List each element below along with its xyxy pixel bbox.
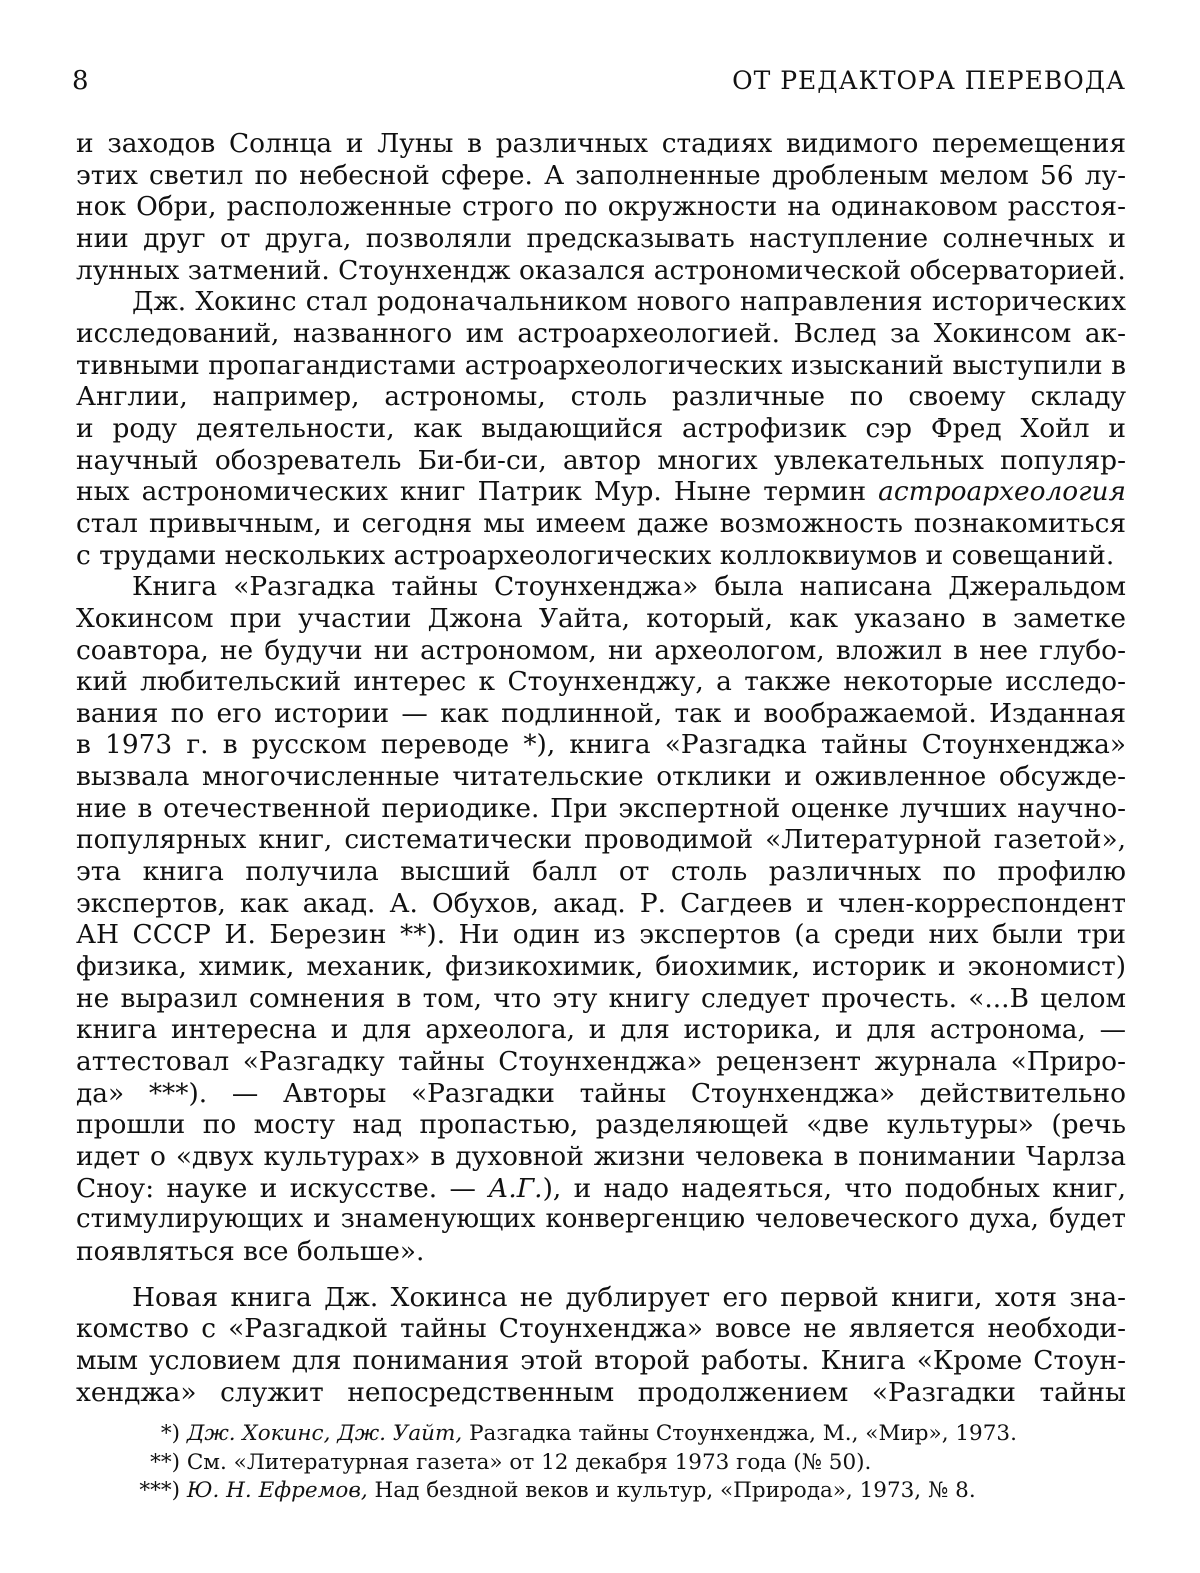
italic-initials: А.Г. <box>488 1172 543 1204</box>
text-line: с трудами нескольких астроархеологических коллоквиумов и совещаний. <box>76 539 1115 571</box>
text-segment: Сноу: науке и искусстве. — <box>76 1172 489 1204</box>
footnote <box>130 1420 1050 1449</box>
text-line: соавтора, не будучи ни астрономом, ни археологом, вложил в нее глубо- <box>76 634 1126 666</box>
text-line <box>76 1173 1126 1205</box>
footnote-mark: ***) <box>139 1478 180 1503</box>
text-line: появляться все больше». <box>76 1235 425 1267</box>
body-text <box>76 128 1126 1408</box>
text-line: идет о «двух культурах» в духовной жизни человека в понимании Чарлза <box>76 1141 1126 1172</box>
footnote-text: Над бездной веков и культур, «Природа», 1973, № 8. <box>367 1478 976 1503</box>
text-line: эта книга получила высший балл от столь различных по профилю <box>76 856 1126 888</box>
text-line: исследований, названного им астроархеологией. Вслед за Хокинсом ак- <box>76 317 1126 349</box>
text-line: Хокинсом при участии Джона Уайта, который, как указано в заметке <box>76 602 1126 634</box>
footnotes <box>130 1420 1050 1506</box>
text-line: комство с «Разгадкой тайны Стоунхенджа» вовсе не является необходи- <box>76 1313 1126 1345</box>
text-line: этих светил по небесной сфере. А заполненные дробленым мелом 56 лу- <box>76 159 1126 191</box>
text-line: Англии, например, астрономы, столь различные по своему складу <box>76 381 1126 413</box>
page-number: 8 <box>72 66 89 96</box>
text-line: стал привычным, и сегодня мы имеем даже возможность познакомиться <box>76 507 1126 539</box>
text-line: нии друг от друга, позволяли предсказывать наступление солнечных и <box>76 222 1126 254</box>
text-line: научный обозреватель Би-би-си, автор многих увлекательных популяр- <box>76 444 1126 476</box>
footnote-authors: Ю. Н. Ефремов, <box>186 1478 368 1503</box>
text-line: АН СССР И. Березин **). Ни один из экспертов (а среди них были три <box>76 919 1126 951</box>
italic-term: астроархеология <box>878 476 1126 508</box>
text-line: вызвала многочисленные читательские отклики и оживленное обсужде- <box>76 761 1126 793</box>
text-line: физика, химик, механик, физикохимик, биохимик, историк и экономист) <box>76 951 1126 983</box>
text-line: не выразил сомнения в том, что эту книгу следует прочесть. «...В целом <box>76 982 1126 1014</box>
footnote-mark: *) <box>160 1421 180 1446</box>
text-line: тивными пропагандистами астроархеологических изысканий выступили в <box>76 349 1126 381</box>
text-line: ние в отечественной периодике. При экспертной оценке лучших научно- <box>76 792 1126 824</box>
text-line: стимулирующих и знаменующих конвергенцию человеческого духа, будет <box>76 1204 1126 1235</box>
footnote-text: См. «Литературная газета» от 12 декабря 1973 года (№ 50). <box>186 1449 872 1475</box>
paragraph-gap <box>76 1268 1126 1282</box>
text-segment: ), и надо надеяться, что подобных книг, <box>542 1172 1126 1204</box>
text-line: хенджа» служит непосредственным продолжением «Разгадки тайны <box>76 1376 1126 1408</box>
text-line: Дж. Хокинс стал родоначальником нового направления исторических <box>132 286 1126 318</box>
text-line: в 1973 г. в русском переводе *), книга «Разгадка тайны Стоунхенджа» <box>76 729 1126 761</box>
running-head: ОТ РЕДАКТОРА ПЕРЕВОДА <box>732 66 1126 95</box>
text-line <box>76 476 1126 508</box>
footnote <box>130 1477 1050 1506</box>
text-line: кий любительский интерес к Стоунхенджу, а также некоторые исследо- <box>76 666 1126 698</box>
text-line: и заходов Солнца и Луны в различных стадиях видимого перемещения <box>76 128 1126 159</box>
text-line: нок Обри, расположенные строго по окружности на одинаковом расстоя- <box>76 191 1126 223</box>
text-line: книга интересна и для археолога, и для историка, и для астронома, — <box>76 1014 1126 1046</box>
text-line: Книга «Разгадка тайны Стоунхенджа» была написана Джеральдом <box>132 571 1126 603</box>
footnote-authors: Дж. Хокинс, Дж. Уайт, <box>186 1421 463 1446</box>
text-segment: ных астрономических книг Патрик Мур. Ныне термин <box>76 476 879 508</box>
text-line: да» ***). — Авторы «Разгадки тайны Стоунхенджа» действительно <box>76 1077 1126 1109</box>
page-header <box>72 66 1126 102</box>
text-line: Новая книга Дж. Хокинса не дублирует его первой книги, хотя зна- <box>132 1281 1126 1313</box>
text-line: вания по его истории — как подлинной, так и воображаемой. Изданная <box>76 697 1126 729</box>
text-line: экспертов, как акад. А. Обухов, акад. Р. Сагдеев и член-корреспондент <box>76 887 1126 919</box>
footnote-mark: **) <box>150 1449 180 1475</box>
text-line: лунных затмений. Стоунхендж оказался астрономической обсерваторией. <box>76 254 1126 286</box>
footnote <box>130 1449 1050 1478</box>
text-line: популярных книг, систематически проводимой «Литературной газетой», <box>76 824 1126 856</box>
text-line: прошли по мосту над пропастью, разделяющей «две культуры» (речь <box>76 1109 1126 1141</box>
footnote-text: Разгадка тайны Стоунхенджа, М., «Мир», 1973. <box>462 1421 1017 1446</box>
text-line: мым условием для понимания этой второй работы. Книга «Кроме Стоун- <box>76 1344 1126 1376</box>
text-line: и роду деятельности, как выдающийся астрофизик сэр Фред Хойл и <box>76 412 1126 444</box>
text-line: аттестовал «Разгадку тайны Стоунхенджа» рецензент журнала «Приро- <box>76 1046 1126 1078</box>
